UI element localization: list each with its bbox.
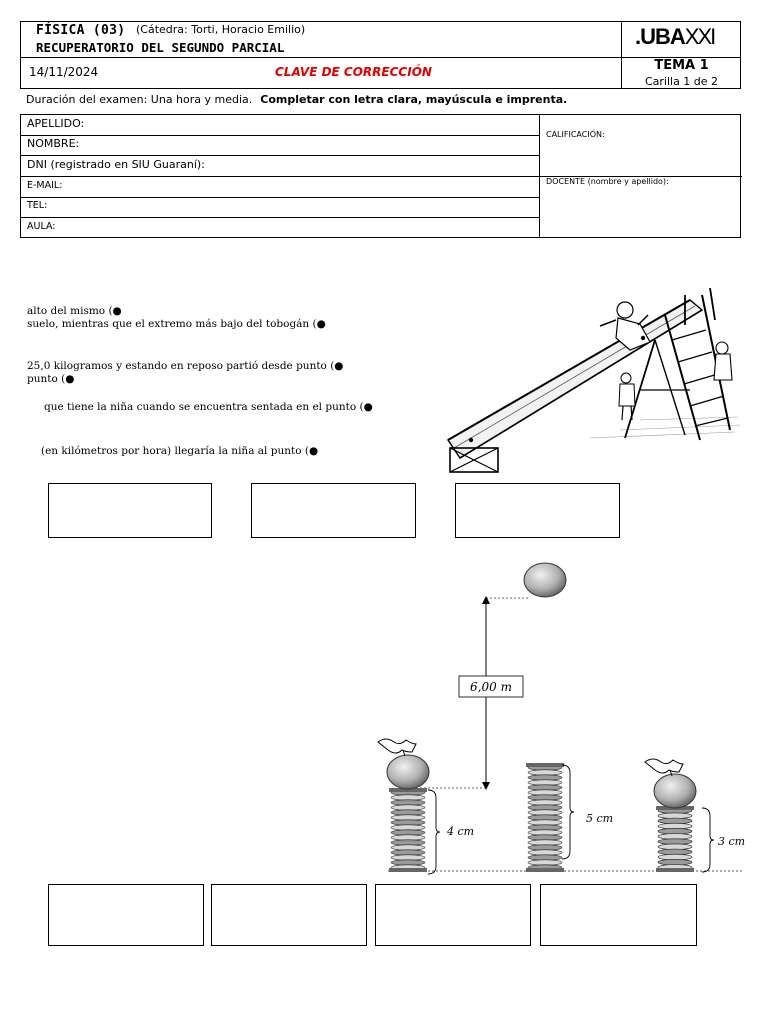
problem1-line: que tiene la niña cuando se encuentra sentada en el punto (● <box>44 401 373 413</box>
problem1-line: (en kilómetros por hora) llegaría la niña al punto (● <box>41 445 319 457</box>
ball-right-icon <box>654 774 696 808</box>
problem1-line: suelo, mientras que el extremo más bajo del tobogán (● <box>27 318 326 330</box>
spring-2-icon <box>526 763 613 872</box>
logo-main-text: .UBA <box>635 24 685 49</box>
subject-title: FÍSICA (03) <box>36 23 126 38</box>
catedra-label: (Cátedra: Torti, Horacio Emilio) <box>136 23 306 36</box>
answer-box-6[interactable] <box>375 884 531 946</box>
spring-3-label: 3 cm <box>718 835 746 848</box>
spring-2-label: 5 cm <box>586 812 614 825</box>
problem1-line: 25,0 kilogramos y estando en reposo partió desde punto (● <box>27 360 344 372</box>
logo-suffix-text: XXI <box>684 24 715 49</box>
ball-left-icon <box>387 755 429 789</box>
email-field[interactable]: E-MAIL: <box>27 180 63 191</box>
spring-1-label: 4 cm <box>447 825 475 838</box>
spring-1-icon <box>378 739 474 874</box>
nombre-field[interactable]: NOMBRE: <box>27 137 80 150</box>
hand-right-icon <box>645 759 683 773</box>
spring-cap <box>656 868 694 872</box>
problem1-line: punto (● <box>27 373 75 385</box>
writing-note: Completar con letra clara, mayúscula e imprenta. <box>260 93 568 106</box>
height-label: 6,00 m <box>470 680 512 694</box>
answer-box-4[interactable] <box>48 884 204 946</box>
answer-key-label: CLAVE DE CORRECCIÓN <box>275 65 432 79</box>
tel-field[interactable]: TEL: <box>27 200 48 211</box>
docente-field[interactable]: DOCENTE (nombre y apellido): <box>546 177 669 186</box>
carilla-label: Carilla 1 de 2 <box>644 75 719 88</box>
spring-cap <box>389 868 427 872</box>
answer-box-5[interactable] <box>211 884 367 946</box>
spring-cap <box>526 868 564 872</box>
exam-date: 14/11/2024 <box>29 65 99 79</box>
calificacion-field[interactable]: CALIFICACIÓN: <box>546 130 605 139</box>
ball-top-icon <box>524 563 566 597</box>
aula-field[interactable]: AULA: <box>27 221 56 232</box>
duration-text: Duración del examen: Una hora y media. <box>26 93 253 106</box>
exam-title: RECUPERATORIO DEL SEGUNDO PARCIAL <box>36 40 285 55</box>
tema-label: TEMA 1 <box>654 58 709 73</box>
problem1-line: alto del mismo (● <box>27 305 122 317</box>
spring-3-icon <box>645 759 745 872</box>
dni-field[interactable]: DNI (registrado en SIU Guaraní): <box>27 158 205 171</box>
apellido-field[interactable]: APELLIDO: <box>27 117 85 130</box>
hand-left-icon <box>378 739 416 753</box>
answer-box-7[interactable] <box>540 884 697 946</box>
spring-cap <box>526 763 564 767</box>
